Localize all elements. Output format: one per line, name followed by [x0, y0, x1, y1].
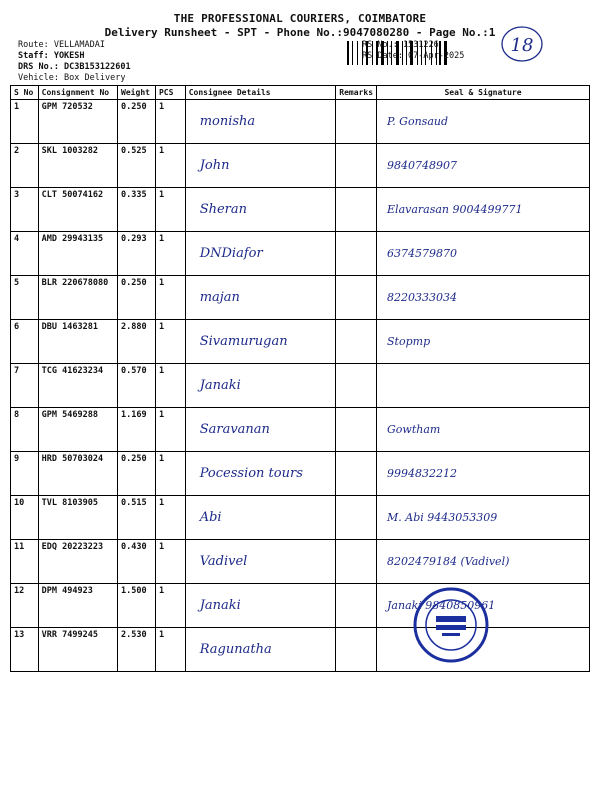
consignee-cell: monisha: [185, 100, 336, 144]
consignment-cell: TCG 41623234: [38, 364, 117, 408]
sno-cell: 11: [11, 540, 39, 584]
signature-cell: 8202479184 (Vadivel): [377, 540, 590, 584]
weight-cell: 0.250: [118, 100, 156, 144]
consignment-cell: TVL 8103905: [38, 496, 117, 540]
signature-cell: Janaki 9840850961: [377, 584, 590, 628]
col-consignment: Consignment No: [38, 86, 117, 100]
table-header-row: [11, 86, 590, 100]
table-row: [11, 452, 590, 496]
consignment-cell: GPM 5469288: [38, 408, 117, 452]
consignment-cell: AMD 29943135: [38, 232, 117, 276]
sno-cell: 10: [11, 496, 39, 540]
sno-cell: 2: [11, 144, 39, 188]
consignee-cell: Saravanan: [185, 408, 336, 452]
table-row: [11, 232, 590, 276]
remarks-cell: [336, 232, 377, 276]
consignee-cell: DNDiafor: [185, 232, 336, 276]
pcs-cell: 1: [155, 628, 185, 672]
signature-cell: 6374579870: [377, 232, 590, 276]
sno-cell: 9: [11, 452, 39, 496]
signature-cell: 9994832212: [377, 452, 590, 496]
runsheet-subtitle: Delivery Runsheet - SPT - Phone No.:9047080280 - Page No.:1: [104, 26, 496, 39]
weight-cell: 1.500: [118, 584, 156, 628]
signature-cell: 9840748907: [377, 144, 590, 188]
signature-cell: Stopmp: [377, 320, 590, 364]
consignee-cell: Abi: [185, 496, 336, 540]
remarks-cell: [336, 408, 377, 452]
col-pcs: PCS: [155, 86, 185, 100]
table-row: [11, 100, 590, 144]
col-remarks: Remarks: [336, 86, 377, 100]
consignee-cell: Sheran: [185, 188, 336, 232]
col-consignee: Consignee Details: [185, 86, 336, 100]
weight-cell: 2.530: [118, 628, 156, 672]
pcs-cell: 1: [155, 364, 185, 408]
col-sno: S No: [11, 86, 39, 100]
consignee-cell: majan: [185, 276, 336, 320]
remarks-cell: [336, 496, 377, 540]
rs-no: RS No.: 1531226: [362, 40, 439, 50]
pcs-cell: 1: [155, 408, 185, 452]
pcs-cell: 1: [155, 320, 185, 364]
sno-cell: 6: [11, 320, 39, 364]
signature-cell: P. Gonsaud: [377, 100, 590, 144]
meta-right: [362, 40, 464, 62]
signature-cell: Gowtham: [377, 408, 590, 452]
consignment-cell: EDQ 20223223: [38, 540, 117, 584]
runsheet-table: [10, 85, 590, 672]
sno-cell: 13: [11, 628, 39, 672]
vehicle: Vehicle: Box Delivery: [18, 73, 126, 83]
remarks-cell: [336, 628, 377, 672]
weight-cell: 0.250: [118, 276, 156, 320]
signature-cell: 8220333034: [377, 276, 590, 320]
drs-no: DRS No.: DC3B153122601: [18, 62, 131, 72]
weight-cell: 0.335: [118, 188, 156, 232]
remarks-cell: [336, 144, 377, 188]
weight-cell: 0.293: [118, 232, 156, 276]
sno-cell: 3: [11, 188, 39, 232]
consignee-cell: Pocession tours: [185, 452, 336, 496]
table-row: [11, 188, 590, 232]
consignee-cell: John: [185, 144, 336, 188]
consignee-cell: Vadivel: [185, 540, 336, 584]
consignment-cell: DPM 494923: [38, 584, 117, 628]
signature-cell: [377, 364, 590, 408]
remarks-cell: [336, 540, 377, 584]
consignment-cell: VRR 7499245: [38, 628, 117, 672]
col-signature: Seal & Signature: [377, 86, 590, 100]
table-row: [11, 144, 590, 188]
pcs-cell: 1: [155, 232, 185, 276]
table-row: [11, 584, 590, 628]
table-row: [11, 364, 590, 408]
pcs-cell: 1: [155, 496, 185, 540]
weight-cell: 0.430: [118, 540, 156, 584]
institution-seal-stamp: [412, 586, 490, 664]
pcs-cell: 1: [155, 452, 185, 496]
consignment-cell: BLR 220678080: [38, 276, 117, 320]
page-mark: 18: [510, 35, 534, 56]
remarks-cell: [336, 584, 377, 628]
col-weight: Weight: [118, 86, 156, 100]
weight-cell: 0.515: [118, 496, 156, 540]
company-title: THE PROFESSIONAL COURIERS, COIMBATORE: [173, 12, 427, 25]
remarks-cell: [336, 100, 377, 144]
table-row: [11, 540, 590, 584]
table-row: [11, 628, 590, 672]
sno-cell: 12: [11, 584, 39, 628]
weight-cell: 0.525: [118, 144, 156, 188]
consignee-cell: Janaki: [185, 584, 336, 628]
signature-cell: Elavarasan 9004499771: [377, 188, 590, 232]
sno-cell: 8: [11, 408, 39, 452]
staff: Staff: YOKESH: [18, 51, 85, 61]
consignee-cell: Janaki: [185, 364, 336, 408]
consignment-cell: SKL 1003282: [38, 144, 117, 188]
consignee-cell: Ragunatha: [185, 628, 336, 672]
pcs-cell: 1: [155, 100, 185, 144]
sno-cell: 4: [11, 232, 39, 276]
remarks-cell: [336, 320, 377, 364]
consignee-cell: Sivamurugan: [185, 320, 336, 364]
consignment-cell: CLT 50074162: [38, 188, 117, 232]
consignment-cell: HRD 50703024: [38, 452, 117, 496]
meta-left: [18, 40, 131, 84]
sno-cell: 7: [11, 364, 39, 408]
route: Route: VELLAMADAI: [18, 40, 105, 50]
page-count-handwritten: [500, 24, 544, 64]
table-row: [11, 408, 590, 452]
remarks-cell: [336, 364, 377, 408]
weight-cell: 2.880: [118, 320, 156, 364]
sno-cell: 5: [11, 276, 39, 320]
table-row: [11, 496, 590, 540]
consignment-cell: DBU 1463281: [38, 320, 117, 364]
pcs-cell: 1: [155, 584, 185, 628]
pcs-cell: 1: [155, 144, 185, 188]
signature-cell: M. Abi 9443053309: [377, 496, 590, 540]
rs-date: RS Date: 07-Apr-2025: [362, 51, 465, 61]
weight-cell: 0.570: [118, 364, 156, 408]
pcs-cell: 1: [155, 540, 185, 584]
weight-cell: 1.169: [118, 408, 156, 452]
table-row: [11, 320, 590, 364]
pcs-cell: 1: [155, 276, 185, 320]
sno-cell: 1: [11, 100, 39, 144]
pcs-cell: 1: [155, 188, 185, 232]
consignment-cell: GPM 720532: [38, 100, 117, 144]
weight-cell: 0.250: [118, 452, 156, 496]
table-row: [11, 276, 590, 320]
remarks-cell: [336, 188, 377, 232]
remarks-cell: [336, 452, 377, 496]
remarks-cell: [336, 276, 377, 320]
